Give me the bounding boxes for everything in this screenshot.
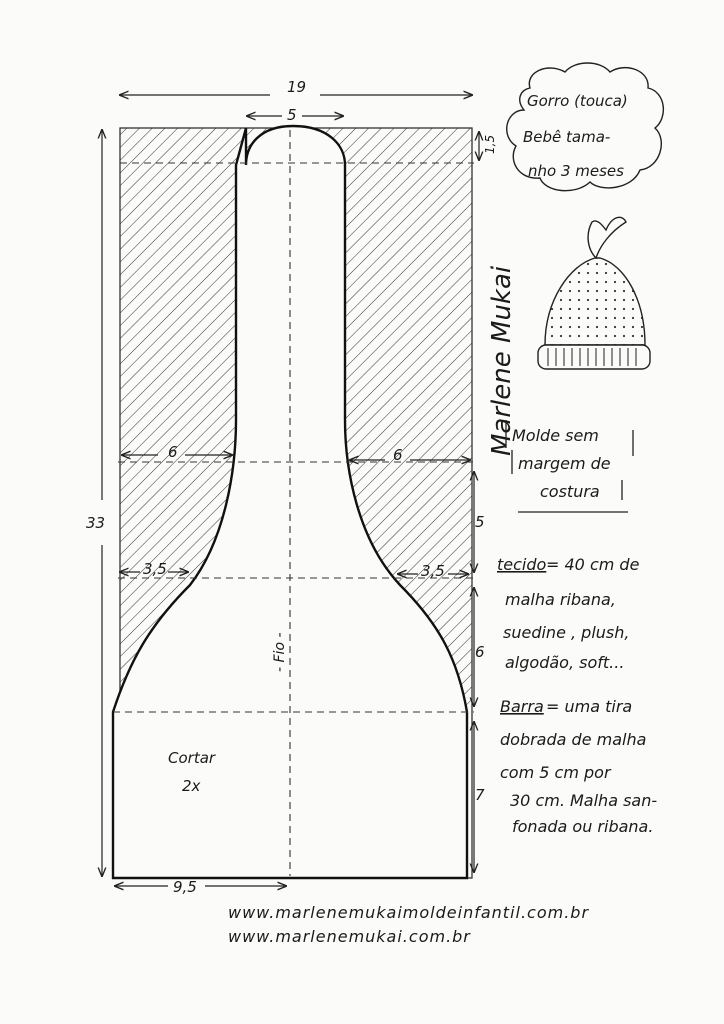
dim-left-upper: 6	[168, 443, 178, 461]
dim-total-height: 33	[86, 514, 106, 532]
hat-knot	[588, 217, 626, 258]
seam-note-line1: Molde sem	[512, 426, 599, 445]
cut-label: Cortar	[168, 749, 216, 767]
band-note-line1: = uma tira	[546, 697, 633, 716]
fabric-note-line1: = 40 cm de	[546, 555, 640, 574]
seam-note-line2: margem de	[518, 454, 611, 473]
dim-neck-width: 5	[287, 106, 297, 124]
fabric-note-line3: suedine , plush,	[503, 623, 630, 642]
dim-section-upper: 5	[475, 513, 485, 531]
hat-brim	[538, 345, 650, 369]
footer-url-1: www.marlenemukaimoldeinfantil.com.br	[228, 903, 590, 922]
dim-half-base: 9,5	[173, 878, 197, 896]
dim-section-lower: 7	[475, 786, 485, 804]
dim-top-band: 1,5	[483, 134, 497, 154]
fabric-note-label: tecido	[497, 555, 547, 574]
dim-section-mid: 6	[475, 643, 485, 661]
seam-note	[506, 420, 633, 512]
dim-left-mid: 3,5	[143, 560, 167, 578]
band-note-line5: fonada ou ribana.	[512, 817, 654, 836]
hat-illustration	[538, 217, 650, 369]
band-note-line4: 30 cm. Malha san-	[510, 791, 658, 810]
band-note-line2: dobrada de malha	[500, 730, 647, 749]
dim-right-upper: 6	[393, 446, 403, 464]
fabric-note-line2: malha ribana,	[505, 590, 616, 609]
cut-count-label: 2x	[182, 777, 201, 795]
dim-top-width: 19	[287, 78, 307, 96]
cloud-note-line3: nho 3 meses	[528, 162, 624, 180]
hat-crown	[545, 258, 645, 345]
seam-note-line3: costura	[540, 482, 600, 501]
cloud-note-line2: Bebê tama-	[523, 128, 611, 146]
dim-right-mid: 3,5	[421, 562, 445, 580]
fabric-note-line4: algodão, soft...	[505, 653, 625, 672]
footer-url-2: www.marlenemukai.com.br	[228, 927, 471, 946]
cloud-note-line1: Gorro (touca)	[527, 92, 628, 110]
signature: Marlene Mukai	[487, 265, 517, 456]
band-note-label: Barra	[500, 697, 544, 716]
band-note-line3: com 5 cm por	[500, 763, 611, 782]
grain-label: - Fio -	[272, 632, 288, 672]
